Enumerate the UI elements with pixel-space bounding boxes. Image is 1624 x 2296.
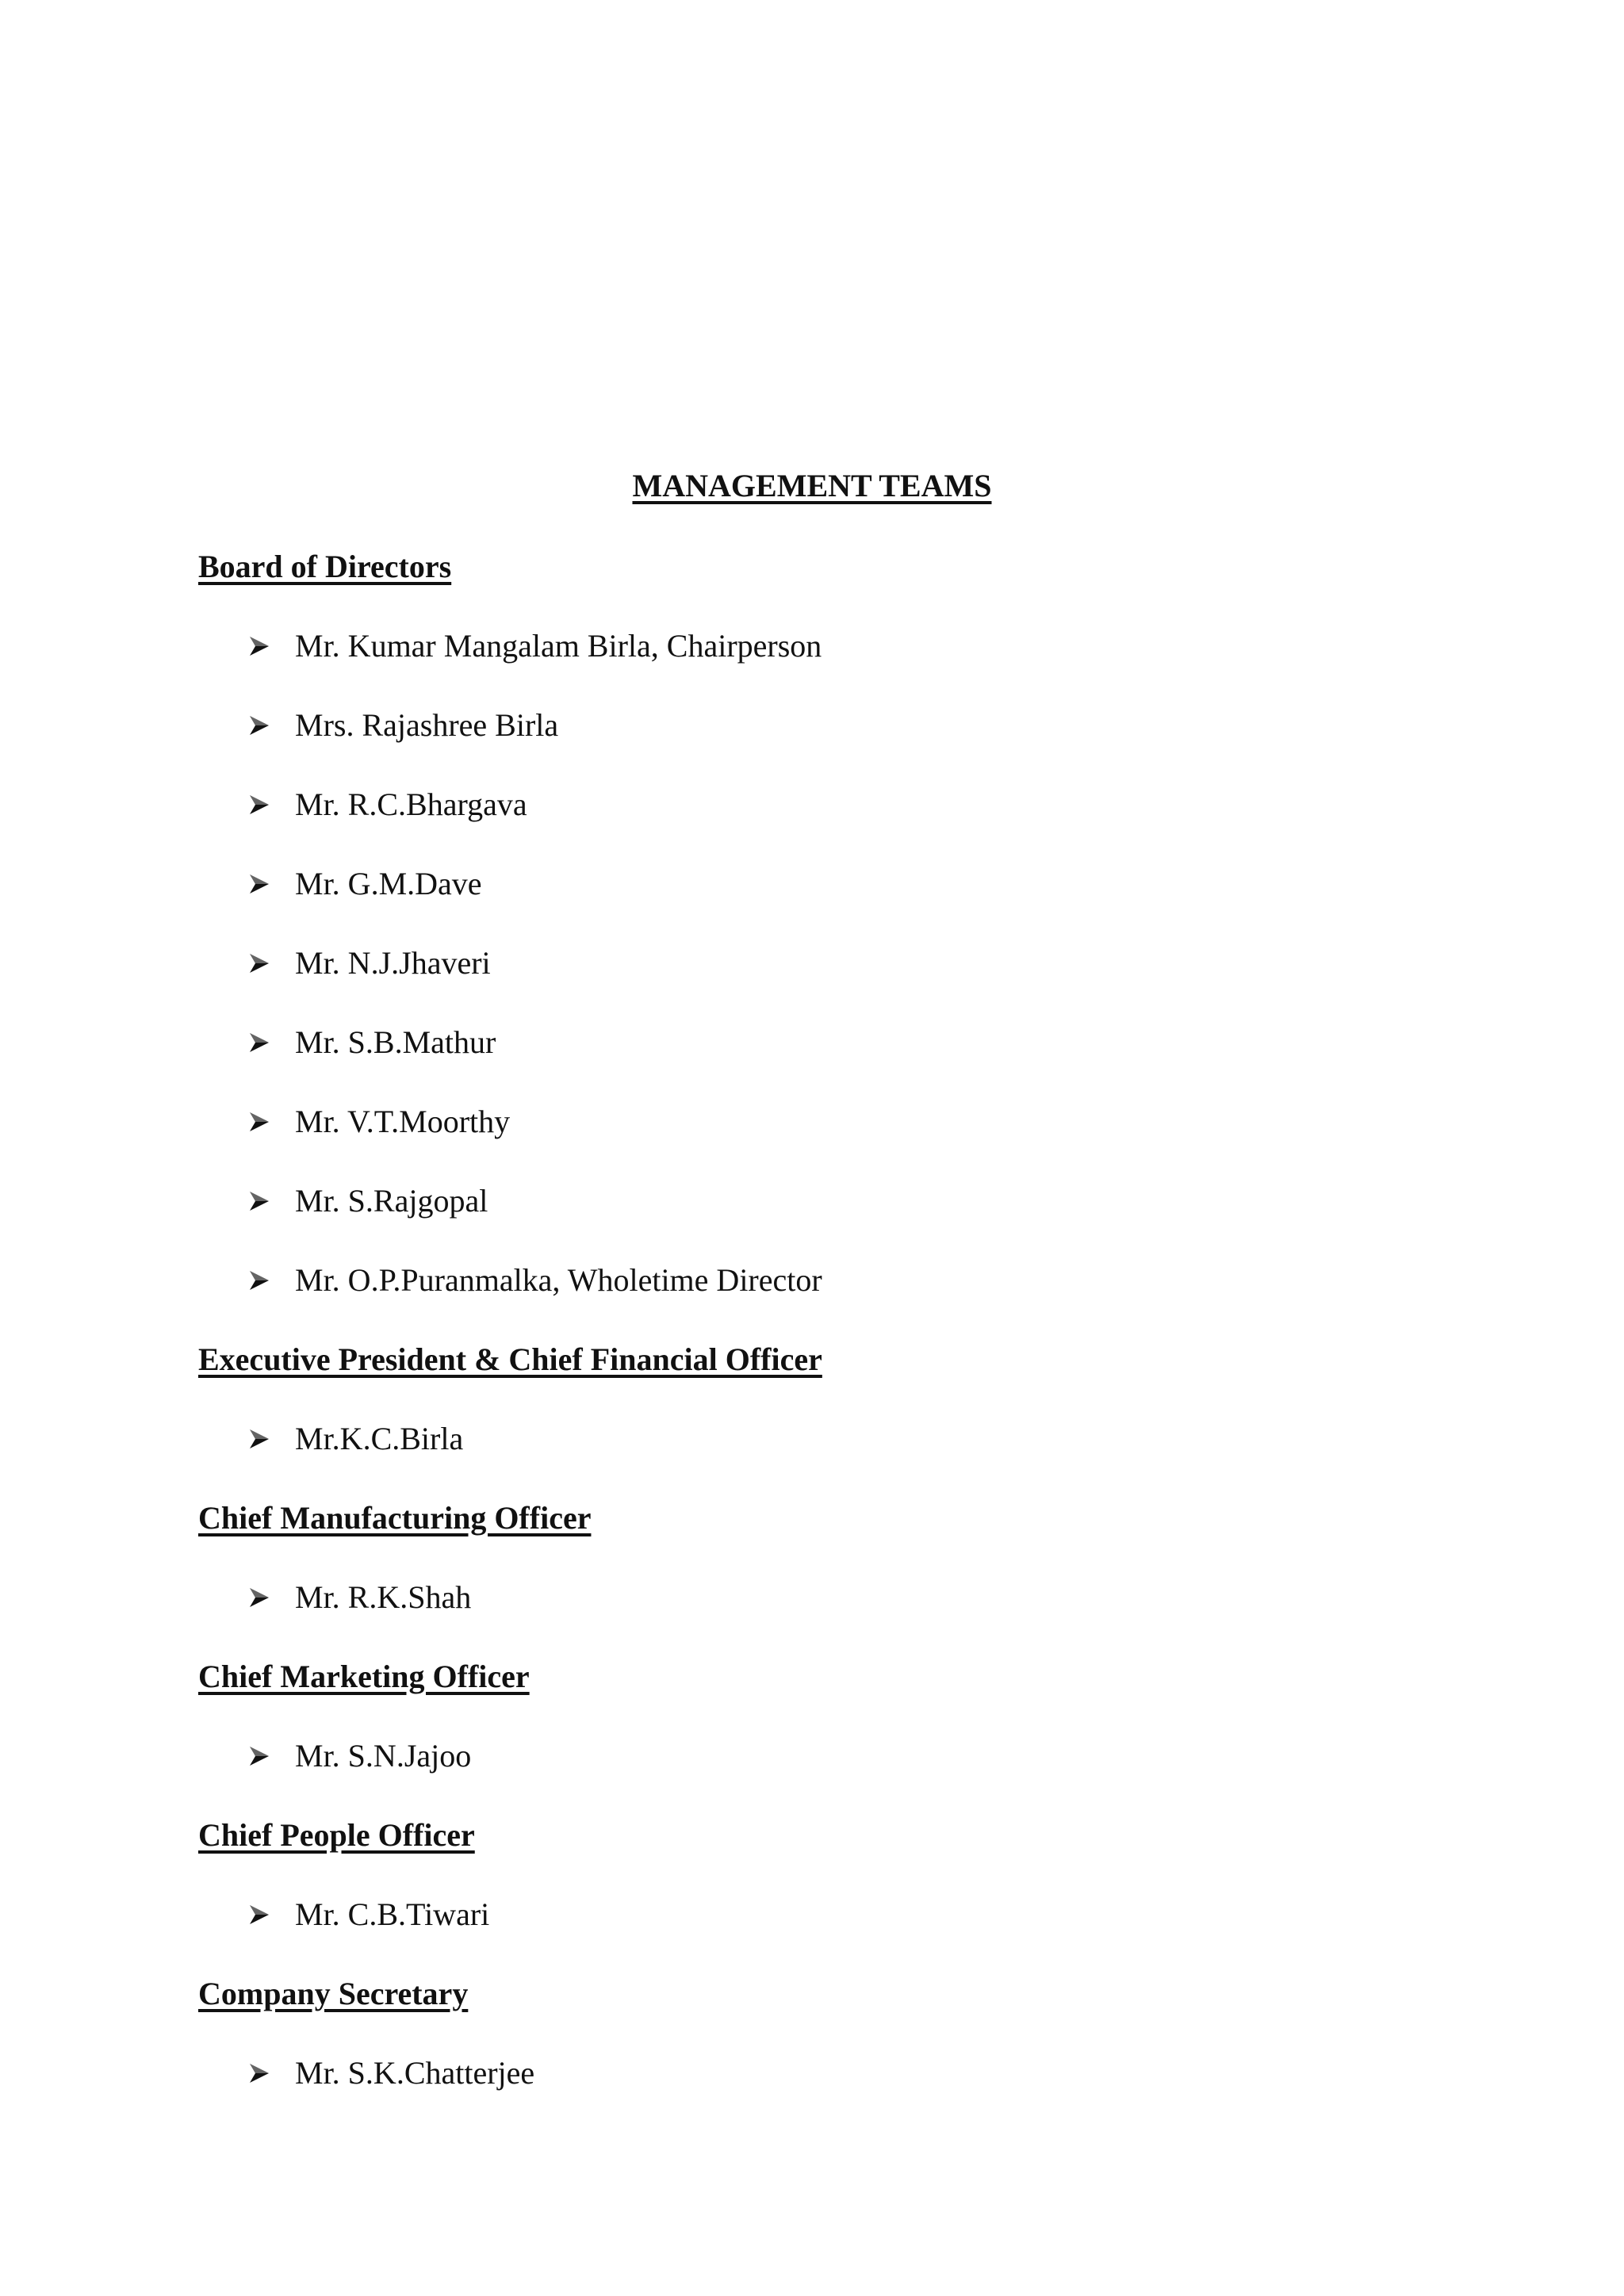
- list-item-text: Mr. S.Rajgopal: [295, 1183, 488, 1219]
- list-item: [198, 1419, 1467, 1459]
- section-list: [198, 1895, 1467, 1934]
- arrowhead-bullet-icon: [247, 634, 271, 658]
- list-item-text: Mr. C.B.Tiwari: [295, 1896, 490, 1932]
- list-item: [198, 706, 1467, 745]
- list-item-text: Mr. R.K.Shah: [295, 1579, 472, 1615]
- list-item: [198, 1102, 1467, 1142]
- list-item: [198, 626, 1467, 666]
- list-item-text: Mr. G.M.Dave: [295, 866, 482, 901]
- arrowhead-bullet-icon: [247, 1189, 271, 1213]
- section-list: [198, 626, 1467, 1300]
- document-body: [198, 547, 1467, 2133]
- list-item-text: Mr. S.N.Jajoo: [295, 1738, 472, 1774]
- list-item: [198, 943, 1467, 983]
- arrowhead-bullet-icon: [247, 1031, 271, 1054]
- page-title: MANAGEMENT TEAMS: [632, 468, 992, 503]
- list-item-text: Mr. S.B.Mathur: [295, 1024, 496, 1060]
- section-list: [198, 1419, 1467, 1459]
- arrowhead-bullet-icon: [247, 951, 271, 975]
- section-heading: Executive President & Chief Financial Officer: [198, 1341, 822, 1377]
- arrowhead-bullet-icon: [247, 714, 271, 737]
- list-item: [198, 1181, 1467, 1221]
- arrowhead-bullet-icon: [247, 2061, 271, 2085]
- arrowhead-bullet-icon: [247, 1586, 271, 1609]
- list-item-text: Mr. O.P.Puranmalka, Wholetime Director: [295, 1262, 822, 1298]
- list-item-text: Mr. N.J.Jhaveri: [295, 945, 491, 981]
- arrowhead-bullet-icon: [247, 1903, 271, 1927]
- section-heading: Company Secretary: [198, 1976, 469, 2011]
- list-item: [198, 1261, 1467, 1300]
- section-heading: Chief Manufacturing Officer: [198, 1500, 592, 1536]
- section-heading: Chief Marketing Officer: [198, 1659, 530, 1694]
- section-list: [198, 1578, 1467, 1617]
- list-item: [198, 1578, 1467, 1617]
- list-item-text: Mr. R.C.Bhargava: [295, 786, 527, 822]
- list-item-text: Mr. Kumar Mangalam Birla, Chairperson: [295, 628, 822, 664]
- list-item: [198, 2053, 1467, 2093]
- list-item: [198, 1895, 1467, 1934]
- list-item: [198, 1736, 1467, 1776]
- list-item-text: Mr. S.K.Chatterjee: [295, 2055, 535, 2091]
- arrowhead-bullet-icon: [247, 1427, 271, 1451]
- arrowhead-bullet-icon: [247, 872, 271, 896]
- arrowhead-bullet-icon: [247, 1269, 271, 1292]
- arrowhead-bullet-icon: [247, 793, 271, 817]
- list-item: [198, 1023, 1467, 1062]
- list-item: [198, 864, 1467, 904]
- section-list: [198, 2053, 1467, 2093]
- section-heading: Board of Directors: [198, 549, 452, 584]
- list-item-text: Mr. V.T.Moorthy: [295, 1104, 511, 1139]
- arrowhead-bullet-icon: [247, 1744, 271, 1768]
- list-item: [198, 785, 1467, 825]
- list-item-text: Mr.K.C.Birla: [295, 1421, 464, 1456]
- section-heading: Chief People Officer: [198, 1817, 475, 1853]
- arrowhead-bullet-icon: [247, 1110, 271, 1134]
- list-item-text: Mrs. Rajashree Birla: [295, 707, 559, 743]
- section-list: [198, 1736, 1467, 1776]
